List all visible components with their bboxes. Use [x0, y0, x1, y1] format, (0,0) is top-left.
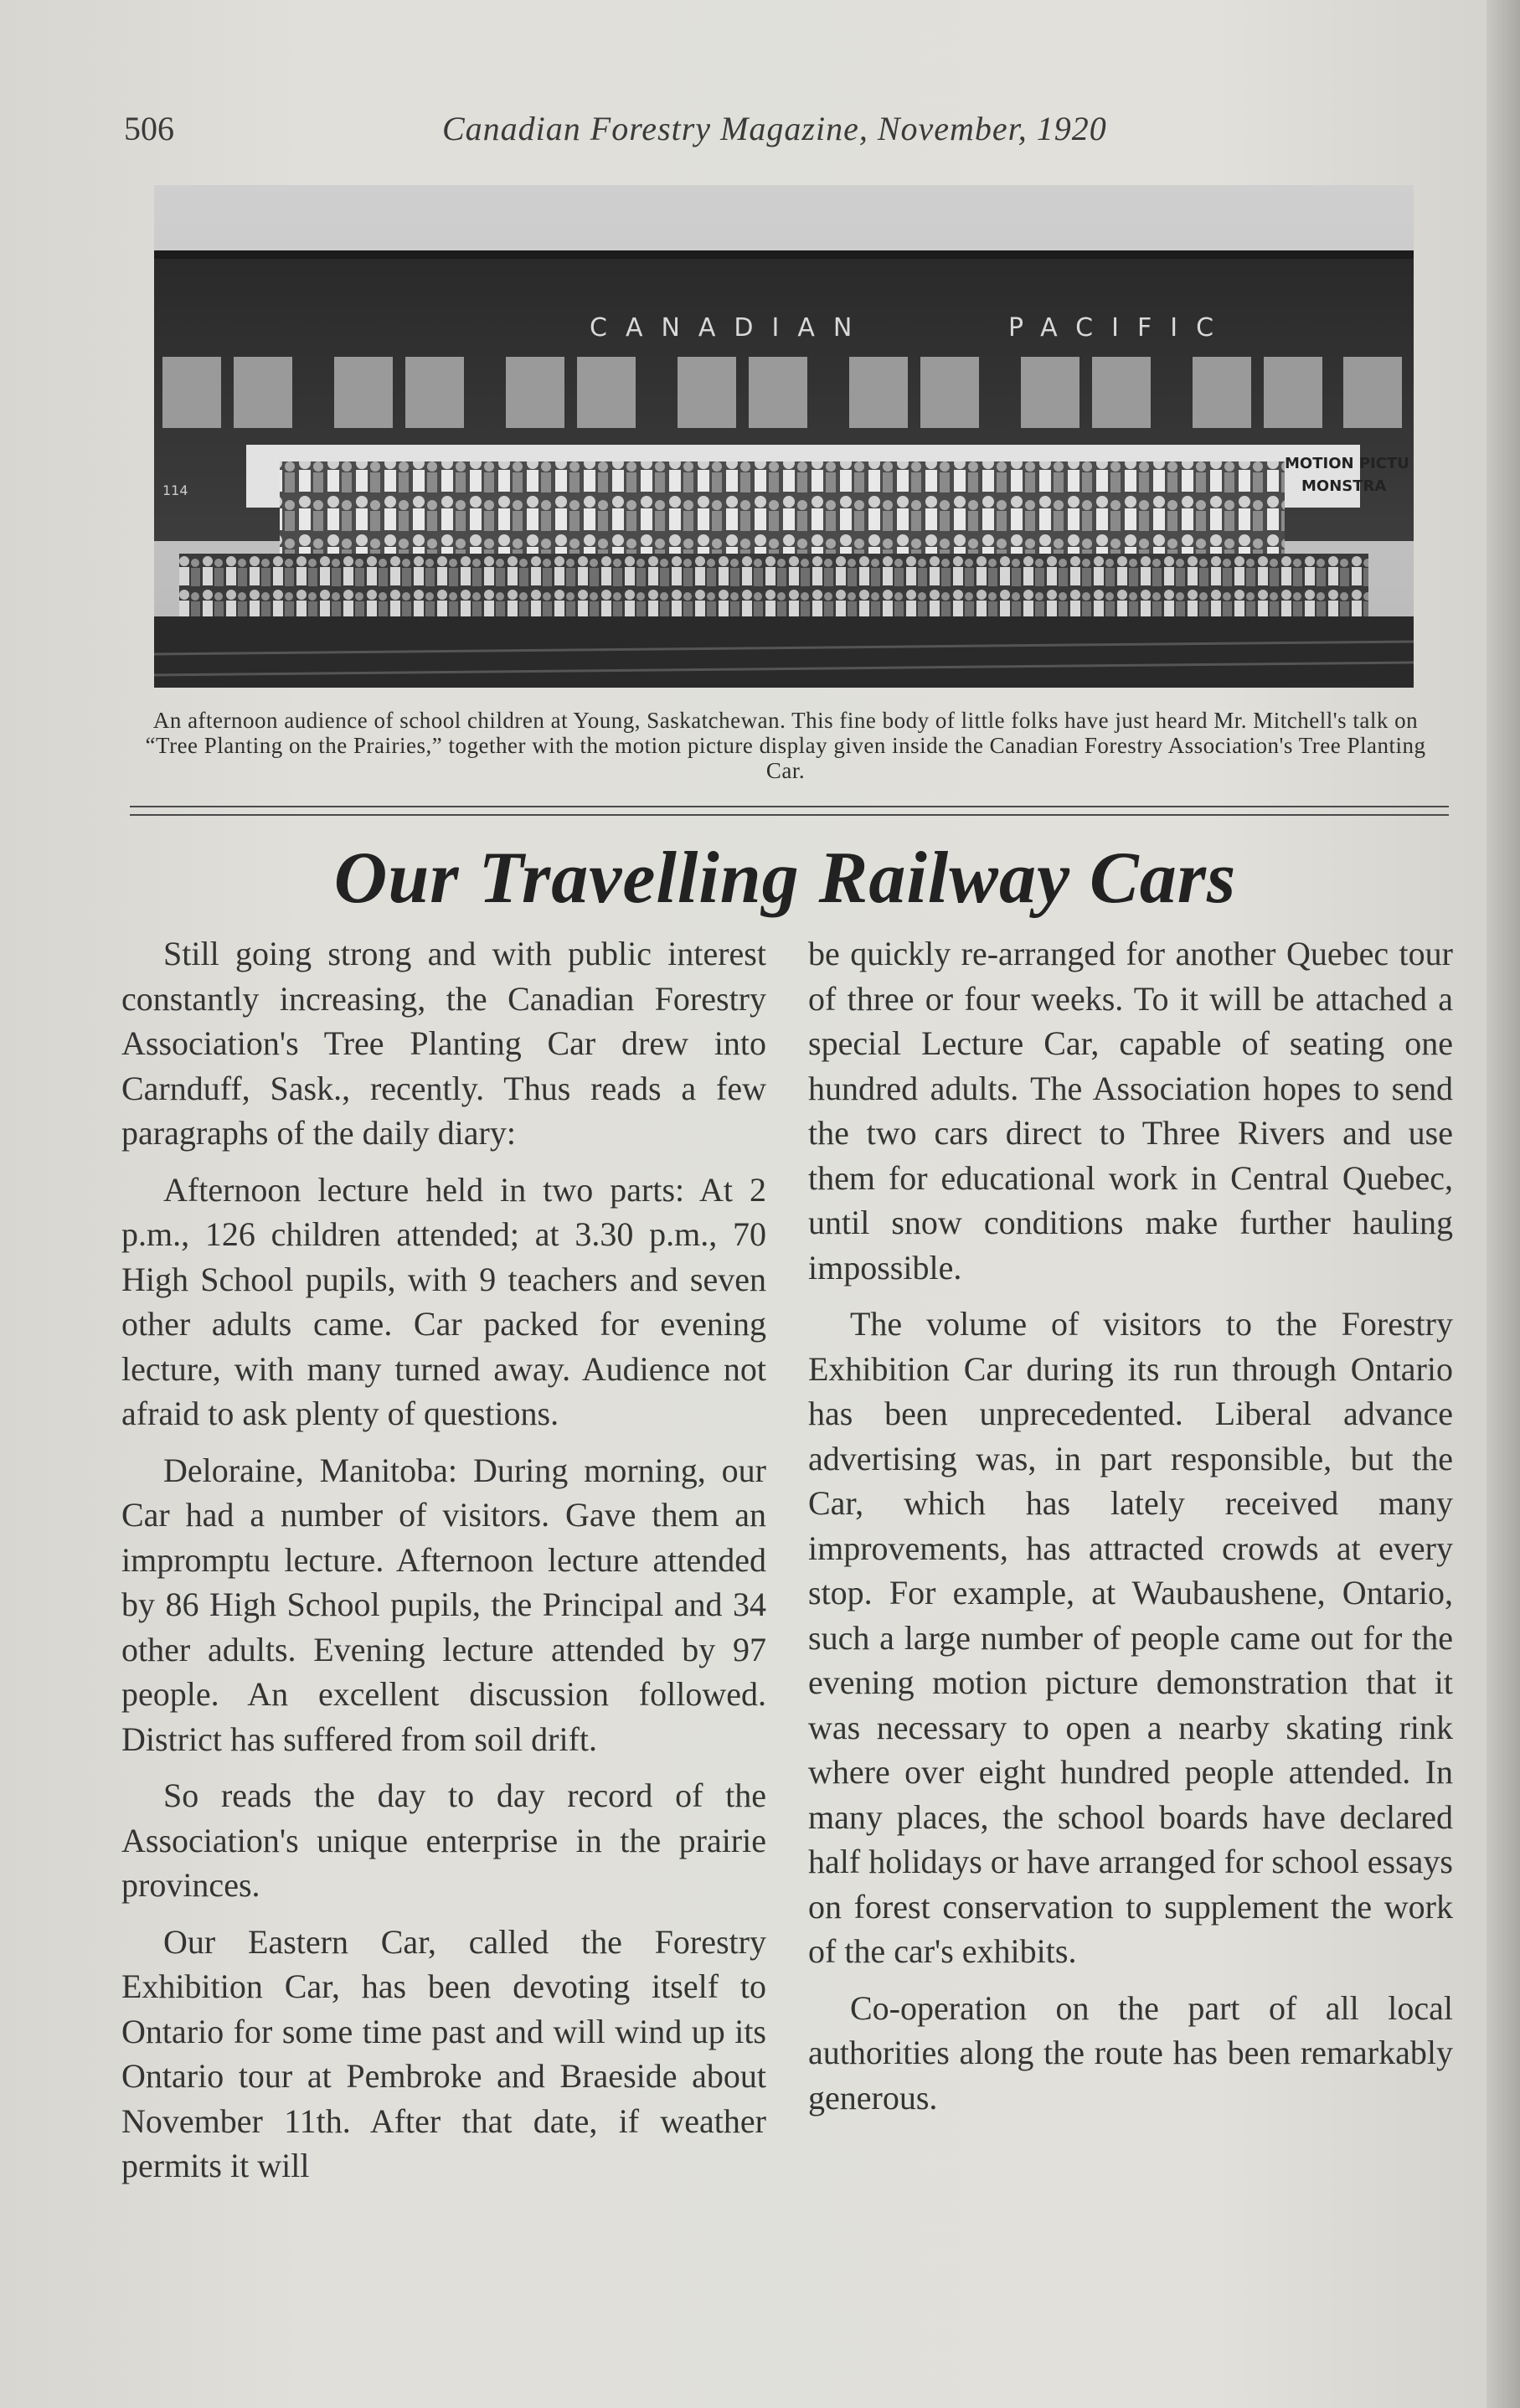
- paragraph: be quickly re-arranged for another Quebec tour of three or four weeks. To it will be attached a special Lecture Car, capable of seating one hundred adults. The Association hopes to send the two cars direct to Three Rivers and use them for educational work in Central Quebec, until snow conditions make further hauling impossible.: [808, 935, 1453, 1287]
- car-number: 114: [162, 482, 188, 498]
- running-head: [124, 109, 1188, 159]
- banner-fragment-2: MONSTRA: [1301, 477, 1387, 495]
- banner-fragment: MOTION PICTU: [1285, 455, 1409, 472]
- photo-illustration: [154, 185, 1414, 688]
- paragraph: Deloraine, Manitoba: During morning, our Car had a number of visitors. Gave them an impromptu lecture. Afternoon lecture attended by 86 High School pupils, the Principal and 34 other adults. Evening lecture attended by 97 people. An excellent discussion followed. District has suffered from soil drift.: [121, 1451, 766, 1758]
- paragraph: Still going strong and with public interest constantly increasing, the Canadian Forestry Association's Tree Planting Car drew into Carnduff, Sask., recently. Thus reads a few paragraphs of the daily diary:: [121, 935, 766, 1152]
- paragraph: Afternoon lecture held in two parts: At 2 p.m., 126 children attended; at 3.30 p.m., 70 High School pupils, with 9 teachers and seven other adults came. Car packed for evening lecture, with many turned away. Audience not afraid to ask plenty of questions.: [121, 1170, 766, 1432]
- paragraph: So reads the day to day record of the Association's unique enterprise in the prairie provinces.: [121, 1776, 766, 1904]
- photograph-school-children-railway-car: [154, 185, 1414, 688]
- photo-caption: An afternoon audience of school children at Young, Saskatchewan. This fine body of little folks have just heard Mr. Mitchell's talk on “Tree Planting on the Prairies,” together with the motion picture display given inside the Canadian Forestry Association's Tree Planting Car.: [145, 708, 1426, 783]
- car-lettering-pacific: PACIFIC: [1008, 313, 1233, 343]
- car-lettering-canadian: CANADIAN: [590, 313, 871, 343]
- journal-title: Canadian Forestry Magazine, November, 1920: [442, 110, 1107, 147]
- article-title: Our Travelling Railway Cars: [333, 838, 1237, 919]
- divider-rule-top: [130, 806, 1449, 807]
- page-edge: [1487, 0, 1520, 2408]
- divider-rule-bottom: [130, 814, 1449, 816]
- paragraph: Co-operation on the part of all local authorities along the route has been remarkably generous.: [808, 1988, 1453, 2117]
- article-column-left: [121, 931, 766, 2200]
- paragraph: Our Eastern Car, called the Forestry Exhibition Car, has been devoting itself to Ontario for some time past and will wind up its Ontario tour at Pembroke and Braeside about November 11th. After that date, if weather permits it will: [121, 1922, 766, 2184]
- page-number: 506: [124, 110, 174, 147]
- article-column-right: [808, 931, 1453, 2132]
- paragraph: The volume of visitors to the Forestry Exhibition Car during its run through Ontario has been unprecedented. Liberal advance advertising was, in part responsible, but the Car, which has lately received many improvements, has attracted crowds at every stop. For example, at Waubaushene, Ontario, such a large number of people came out for the evening motion picture demonstration that it was necessary to open a nearby skating rink where over eight hundred people attended. In many places, the school boards have declared half holidays or have arranged for school essays on forest conservation to supplement the work of the car's exhibits.: [808, 1305, 1453, 1970]
